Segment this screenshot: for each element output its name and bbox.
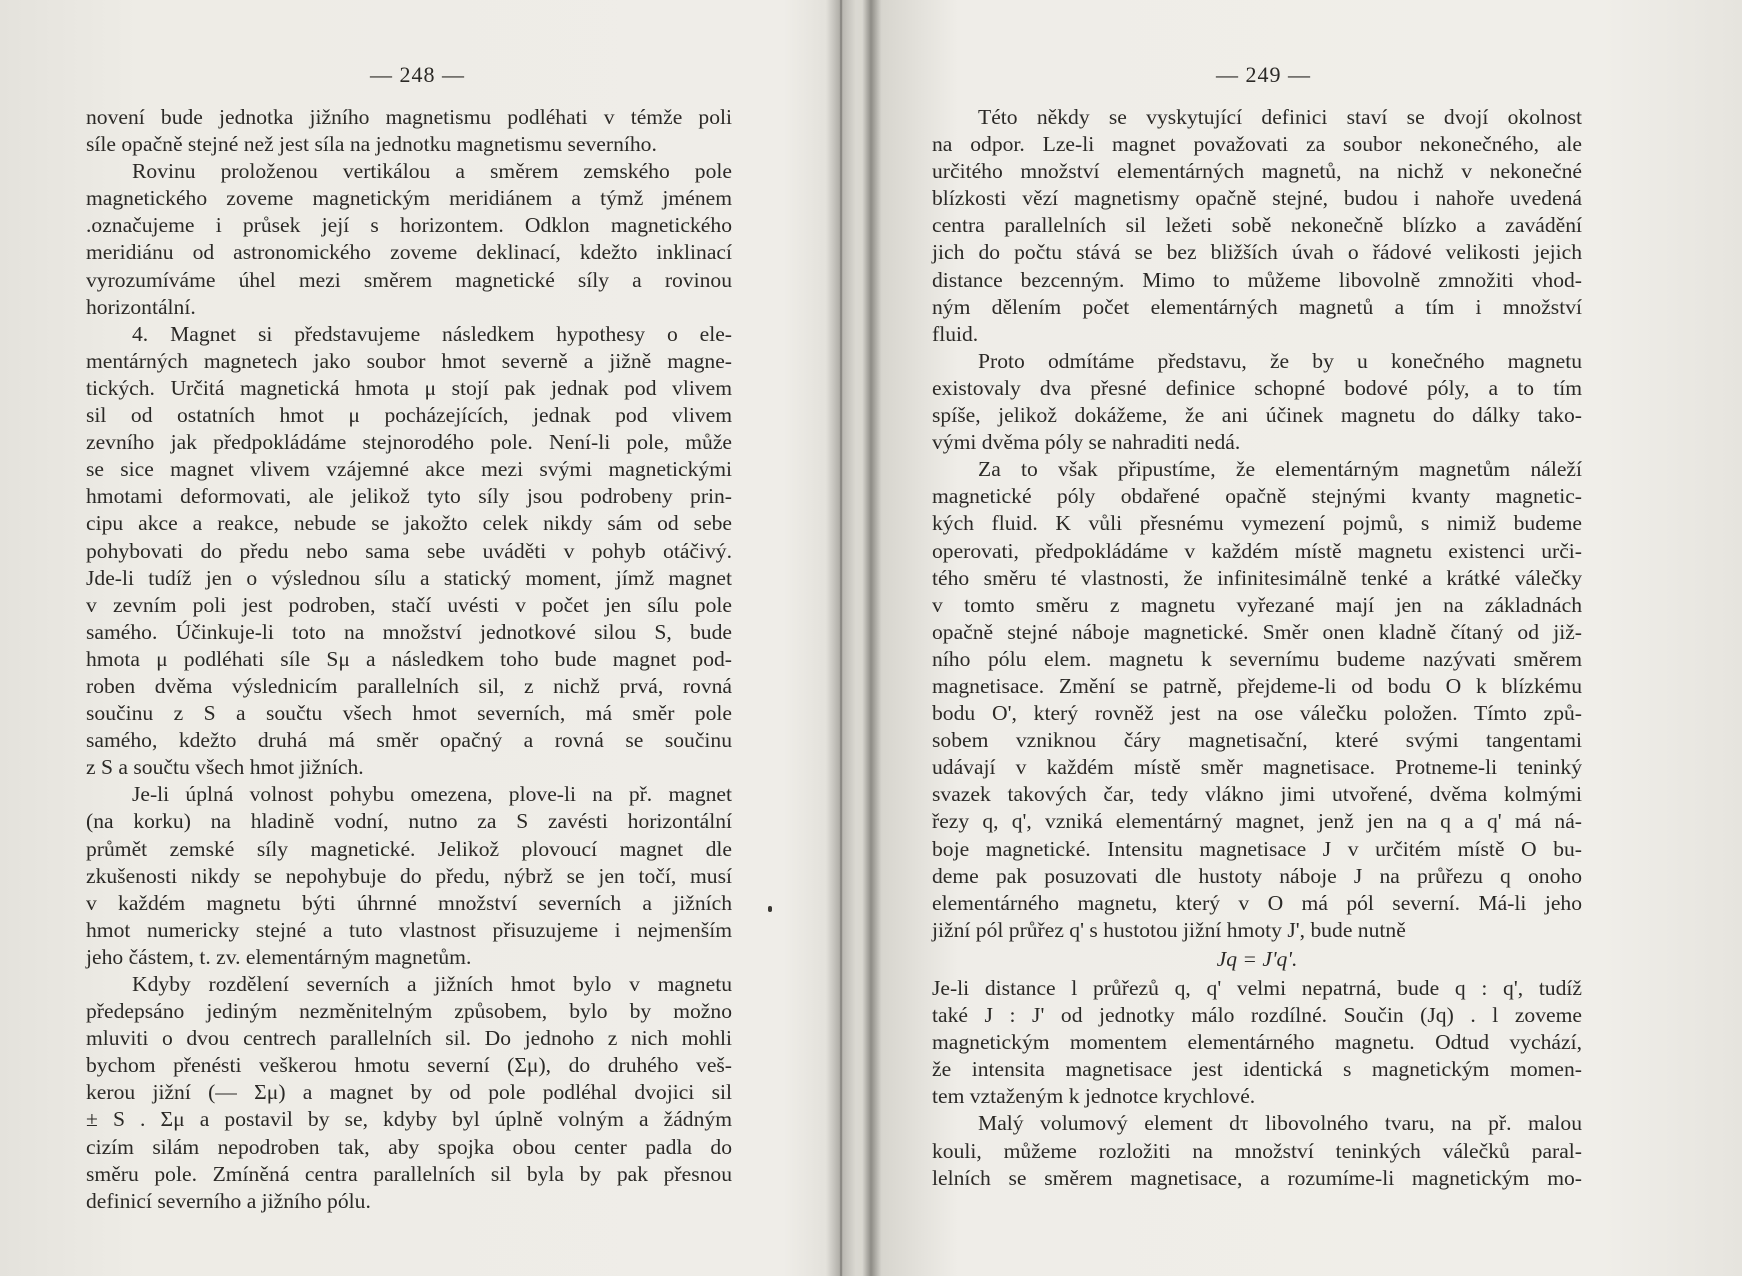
text-line: roben dvěma výslednicím parallelních sil, z nichž prvá, rovná	[86, 673, 732, 698]
text-line: že intensita magnetisace jest identická s magnetickým momen-	[932, 1057, 1582, 1082]
text-line: pohybovati do předu nebo sama sebe uváděti v pohyb otáčivý.	[86, 538, 732, 563]
text-line: samého, kdežto druhá má směr opačný a rovná se součinu	[86, 728, 732, 753]
text-line: zevního jak předpokládáme stejnorodého pole. Není-li pole, může	[86, 430, 732, 455]
text-line: hmotami deformovati, ale jelikož tyto síly jsou podrobeny prin-	[86, 484, 732, 509]
text-line: existovaly dva přesné definice schopné bodové póly, a to tím	[932, 375, 1582, 400]
text-line: ným dělením počet elementárných magnetů a tím i množství	[932, 294, 1582, 319]
text-line: cipu akce a reakce, nebude se jakožto celek nikdy sám od sebe	[86, 511, 732, 536]
text-line: .označujeme i průsek její s horizontem. Odklon magnetického	[86, 213, 732, 238]
text-line: Proto odmítáme představu, že by u konečného magnetu	[978, 348, 1582, 373]
right-page	[840, 0, 1742, 1276]
text-line: kouli, můžeme rozložiti na množství teninkých válečků paral-	[932, 1138, 1582, 1163]
text-line: Jde-li tudíž jen o výslednou sílu a statický moment, jímž magnet	[86, 565, 732, 590]
text-line: předepsáno jediným nezměnitelným způsobem, bylo by možno	[86, 999, 732, 1024]
text-line: bychom přenésti veškerou hmotu severní (Σμ), do druhého veš-	[86, 1053, 732, 1078]
text-line: mentárných magnetech jako soubor hmot severně a jižně magne-	[86, 348, 732, 373]
equation: Jq = J'q'.	[1216, 946, 1298, 971]
page-body	[932, 104, 1582, 1192]
text-line: Malý volumový element dτ libovolného tvaru, na př. malou	[978, 1111, 1582, 1136]
text-line: operovati, předpokládáme v každém místě magnetu existenci urči-	[932, 538, 1582, 563]
text-line: blízkosti vězí magnetismy opačně stejné, budou i nahoře uvedená	[932, 186, 1582, 211]
text-line: sil od ostatních hmot μ pocházejících, jednak pod vlivem	[86, 403, 732, 428]
text-line: mluviti o dvou centrech parallelních sil. Do jednoho z nich mohli	[86, 1026, 732, 1051]
ink-speck	[768, 906, 772, 912]
text-line: Této někdy se vyskytující definici staví se dvojí okolnost	[978, 105, 1582, 129]
text-line: jeho částem, t. zv. elementárným magnetům.	[86, 944, 472, 969]
text-line: průmět zemské síly magnetické. Jelikož plovoucí magnet dle	[86, 836, 732, 861]
text-line: tických. Určitá magnetická hmota μ stojí pak jednak pod vlivem	[86, 375, 732, 400]
text-line: Kdyby rozdělení severních a jižních hmot bylo v magnetu	[132, 972, 732, 996]
text-line: fluid.	[932, 321, 979, 346]
text-line: magnetickým momentem elementárného magnetu. Odtud vychází,	[932, 1030, 1582, 1055]
text-line: hmot numericky stejné a tuto vlastnost přisuzujeme i nejmenším	[86, 917, 732, 942]
text-line: určitého množství elementárných magnetů, na nichž v nekonečné	[932, 159, 1582, 184]
text-line: (na korku) na hladině vodní, nutno za S zavésti horizontální	[86, 809, 732, 834]
text-line: ního pólu elem. magnetu k severnímu budeme nazývati směrem	[932, 646, 1582, 671]
text-line: kých fluid. K vůli přesnému vymezení pojmů, s nimiž budeme	[932, 511, 1582, 536]
text-line: v zevním poli jest podroben, stačí uvésti v počet jen sílu pole	[86, 592, 732, 617]
text-line: jich do počtu stává se bez bližších úvah o řádové velikosti jejich	[932, 240, 1582, 265]
text-line: vými dvěma póly se nahraditi nedá.	[932, 430, 1241, 455]
text-line: definicí severního a jižního pólu.	[86, 1188, 371, 1213]
text-line: tem vztaženým k jednotce krychlové.	[932, 1084, 1256, 1109]
text-line: Je-li úplná volnost pohybu omezena, plove-li na př. magnet	[132, 782, 732, 807]
page-number: — 248 —	[370, 62, 465, 87]
text-line: distance bezcenným. Mimo to můžeme libovolně zmnožiti vhod-	[932, 267, 1582, 292]
page-body	[86, 104, 732, 1215]
text-line: síle opačně stejné než jest síla na jednotku magnetismu severního.	[86, 132, 657, 157]
text-line: v tomto směru z magnetu vyřezané mají jen na základnách	[932, 592, 1582, 617]
text-line: novení bude jednotka jižního magnetismu podléhati v témže poli	[86, 105, 732, 129]
text-line: 4. Magnet si představujeme následkem hypothesy o ele-	[132, 321, 732, 346]
text-line: opačně stejné náboje magnetické. Směr onen kladně čítaný od již-	[932, 619, 1582, 644]
text-line: horizontální.	[86, 294, 196, 319]
text-line: sobem vzniknou čáry magnetisační, které svými tangentami	[932, 728, 1582, 753]
text-line: Za to však připustíme, že elementárným magnetům náleží	[978, 457, 1582, 482]
text-line: vyrozumíváme úhel mezi směrem magnetické síly a rovinou	[86, 267, 732, 292]
text-line: deme pak posuzovati dle hustoty náboje J na průřezu q onoho	[932, 863, 1582, 888]
text-line: na odpor. Lze-li magnet považovati za soubor nekonečného, ale	[932, 132, 1582, 157]
text-line: bodu O', který rovněž jest na ose válečku položen. Tímto způ-	[932, 701, 1582, 726]
text-line: se sice magnet vlivem vzájemné akce mezi svými magnetickými	[86, 457, 732, 482]
text-line: směru pole. Zmíněná centra parallelních sil byla by pak přesnou	[86, 1161, 732, 1186]
text-line: řezy q, q', vzniká elementárný magnet, jenž jen na q a q' má ná-	[932, 809, 1582, 834]
text-line: lelních se směrem magnetisace, a rozumíme-li magnetickým mo-	[932, 1165, 1582, 1190]
text-line: udávají v každém místě směr magnetisace. Protneme-li teninký	[932, 755, 1582, 780]
text-line: magnetické póly obdařené opačně stejnými kvanty magnetic-	[932, 484, 1582, 509]
text-line: centra parallelních sil ležeti sobě nekonečně blízko a zavádění	[932, 213, 1582, 238]
text-line: svazek takových čar, tedy vlákno jimi utvořené, dvěma kolmými	[932, 782, 1582, 807]
text-line: Je-li distance l průřezů q, q' velmi nepatrná, bude q : q', tudíž	[932, 976, 1582, 1000]
text-line: elementárného magnetu, který v O má pól severní. Má-li jeho	[932, 890, 1582, 915]
text-line: tého směru té vlastnosti, že infinitesimálně tenké a krátké válečky	[932, 565, 1582, 590]
text-line: magnetisace. Změní se patrně, přejdeme-li od bodu O k blízkému	[932, 673, 1582, 698]
text-line: meridiánu od astronomického zoveme deklinací, kdežto inklinací	[86, 240, 732, 265]
text-line: cizím silám nepodroben tak, aby spojka obou center padla do	[86, 1134, 732, 1159]
text-line: ± S . Σμ a postavil by se, kdyby byl úplně volným a žádným	[86, 1107, 732, 1132]
text-line: také J : J' od jednotky málo rozdílné. Součin (Jq) . l zoveme	[932, 1003, 1582, 1028]
text-line: zkušenosti nikdy se nepohybuje do předu, nýbrž se jen točí, musí	[86, 863, 732, 888]
text-line: kerou jižní (— Σμ) a magnet by od pole podléhal dvojici sil	[86, 1080, 732, 1105]
text-line: Rovinu proloženou vertikálou a směrem zemského pole	[132, 159, 732, 184]
page-number: — 249 —	[1216, 62, 1311, 87]
text-line: hmota μ podléhati síle Sμ a následkem toho bude magnet pod-	[86, 646, 732, 671]
left-page	[0, 0, 840, 1276]
text-line: součinu z S a součtu všech hmot severních, má směr pole	[86, 701, 732, 726]
text-line: v každém magnetu býti úhrnné množství severních a jižních	[86, 890, 732, 915]
text-line: spíše, jelikož dokážeme, že ani účinek magnetu do dálky tako-	[932, 403, 1582, 428]
text-line: samého. Účinkuje-li toto na množství jednotkové silou S, bude	[86, 619, 732, 644]
text-line: magnetického zoveme magnetickým meridiánem a týmž jménem	[86, 186, 732, 211]
text-line: z S a součtu všech hmot jižních.	[86, 755, 364, 780]
text-line: boje magnetické. Intensitu magnetisace J v určitém místě O bu-	[932, 836, 1582, 861]
text-line: jižní pól průřez q' s hustotou jižní hmoty J', bude nutně	[932, 917, 1406, 942]
